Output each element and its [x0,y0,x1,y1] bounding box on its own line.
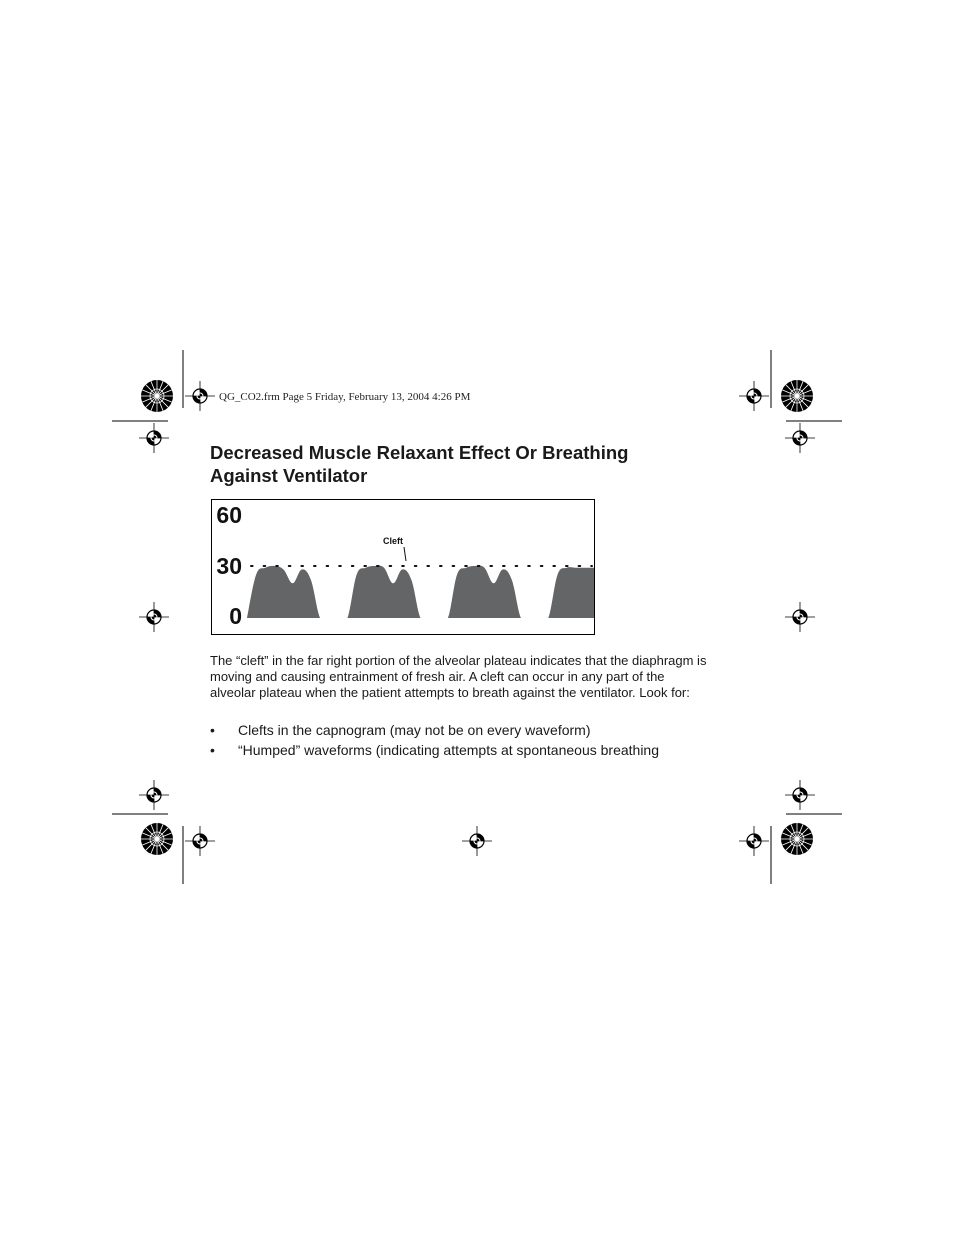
cleft-annotation-label: Cleft [383,536,403,546]
list-item [210,741,730,761]
y-tick-label: 60 [216,502,242,528]
bullet-marker: • [210,722,215,738]
y-tick-label: 30 [216,553,242,579]
look-for-list [210,721,730,760]
y-tick-label: 0 [229,603,242,629]
list-item-text: Clefts in the capnogram (may not be on every waveform) [238,722,591,738]
bullet-marker: • [210,741,215,758]
list-item-text: “Humped” waveforms (indicating attempts at spontaneous breathing [238,741,659,758]
description-paragraph: The “cleft” in the far right portion of the alveolar plateau indicates that the diaphragm is moving and causing entrainment of fresh air. A cleft can occur in any part of the alveolar plateau when the patient attempts to breath against the ventilator. Look for: [210,653,707,700]
list-item [210,721,730,741]
section-title: Decreased Muscle Relaxant Effect Or Breathing Against Ventilator [210,442,629,486]
capnogram-chart [211,499,595,635]
print-header: QG_CO2.frm Page 5 Friday, February 13, 2004 4:26 PM [219,391,471,403]
